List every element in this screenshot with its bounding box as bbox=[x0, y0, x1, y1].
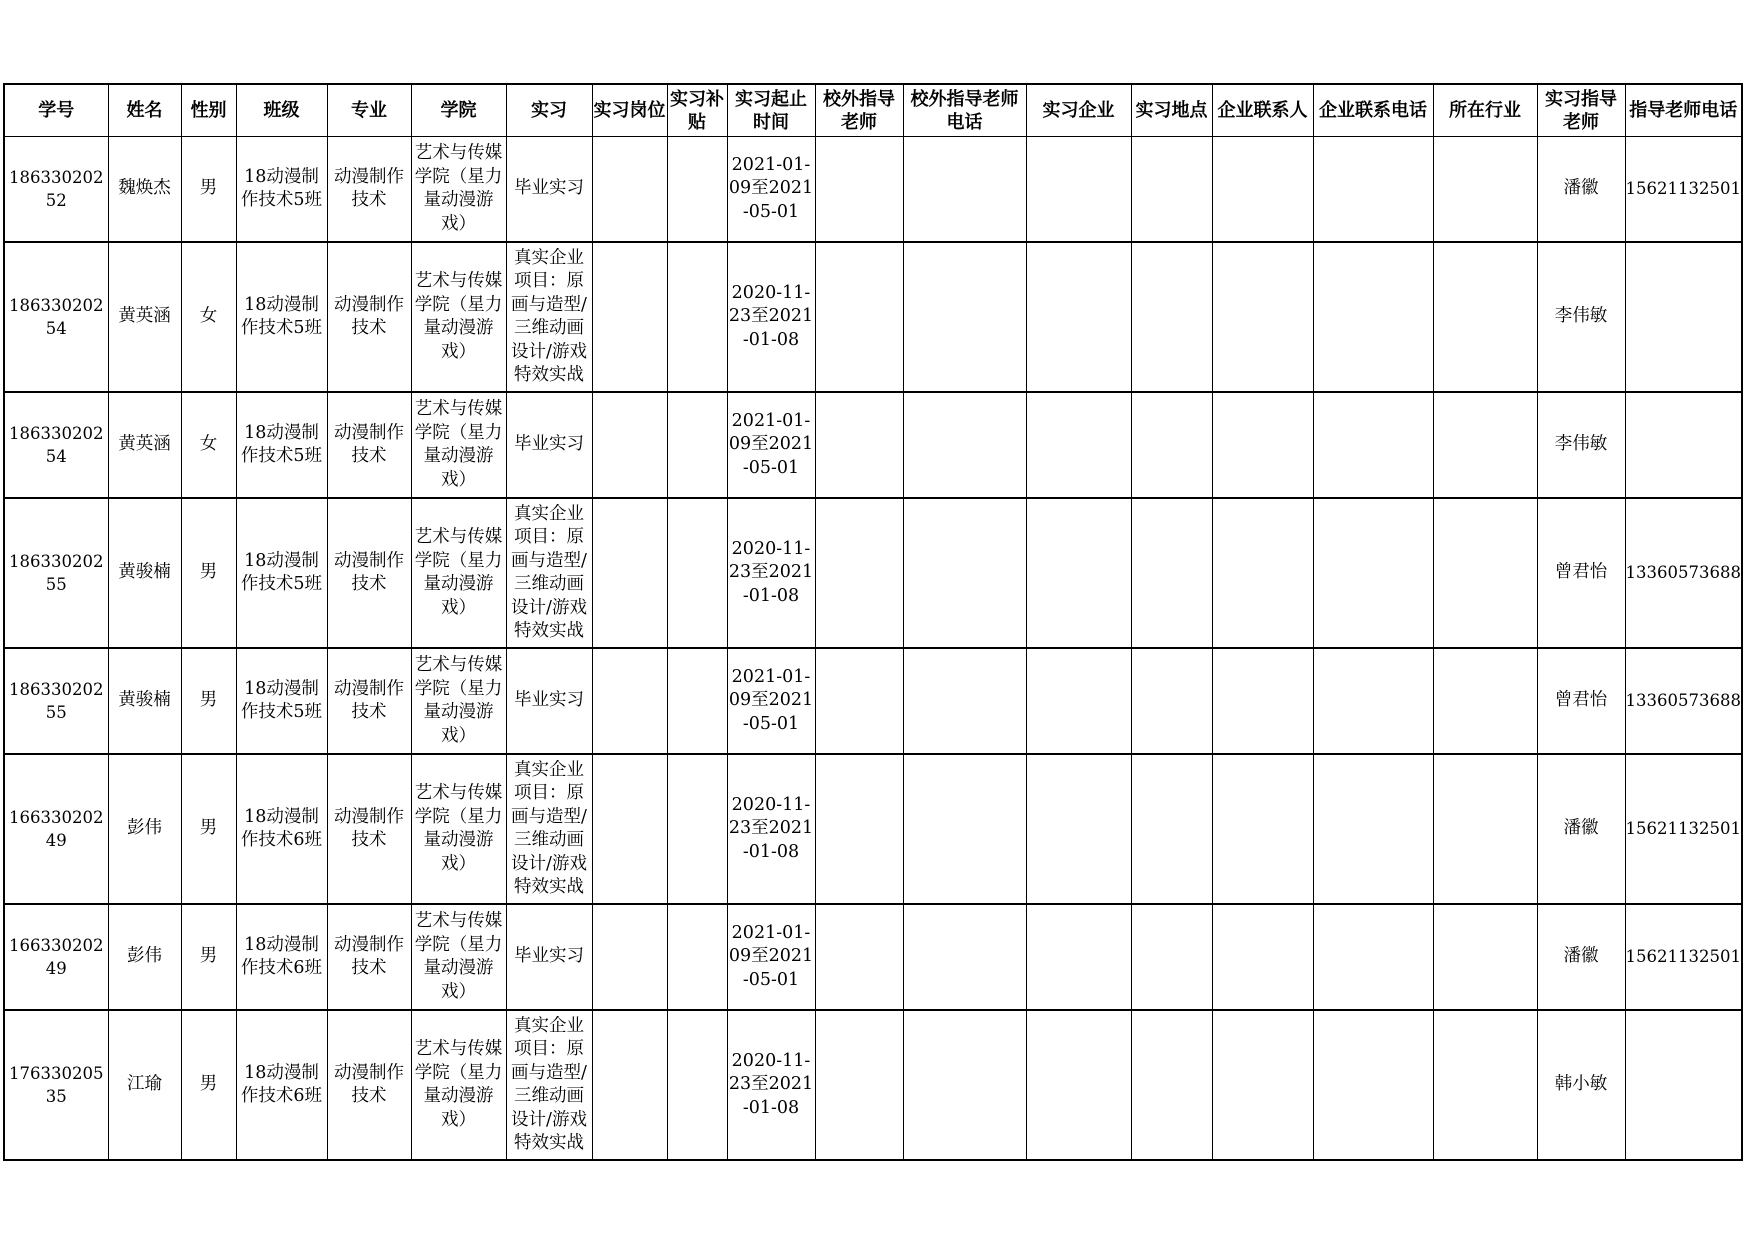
header-col-industry: 所在行业 bbox=[1433, 84, 1537, 137]
cell-text: 2020-11-23至2021-01-08 bbox=[728, 1050, 814, 1118]
cell-text: 动漫制作技术 bbox=[334, 294, 404, 338]
cell-subsidy bbox=[667, 1010, 727, 1160]
cell-teacher bbox=[1537, 754, 1625, 904]
cell-text: 动漫制作技术 bbox=[334, 550, 404, 594]
header-col-student-id: 学号 bbox=[4, 84, 108, 137]
cell-student-id bbox=[4, 242, 108, 392]
cell-ext-teacher bbox=[815, 754, 903, 904]
cell-major bbox=[327, 648, 411, 754]
cell-ext-teacher bbox=[815, 1010, 903, 1160]
cell-text: 18动漫制作技术6班 bbox=[240, 934, 323, 978]
header-col-subsidy: 实习补贴 bbox=[667, 84, 727, 137]
cell-contact-phone bbox=[1313, 392, 1433, 498]
cell-text: 18动漫制作技术6班 bbox=[240, 806, 323, 850]
table-row bbox=[4, 1010, 1742, 1160]
cell-company bbox=[1026, 904, 1131, 1010]
cell-contact-phone bbox=[1313, 1010, 1433, 1160]
cell-period bbox=[727, 137, 815, 243]
cell-text: 毕业实习 bbox=[514, 946, 584, 967]
header-col-ext-phone: 校外指导老师电话 bbox=[903, 84, 1026, 137]
cell-teacher-phone bbox=[1625, 904, 1742, 1010]
cell-ext-teacher bbox=[815, 242, 903, 392]
cell-location bbox=[1131, 754, 1212, 904]
cell-class bbox=[236, 754, 327, 904]
header-col-ext-teacher: 校外指导老师 bbox=[815, 84, 903, 137]
cell-major bbox=[327, 137, 411, 243]
cell-teacher bbox=[1537, 1010, 1625, 1160]
cell-subsidy bbox=[667, 242, 727, 392]
cell-ext-phone bbox=[903, 648, 1026, 754]
cell-ext-phone bbox=[903, 242, 1026, 392]
cell-period bbox=[727, 754, 815, 904]
cell-text: 真实企业项目：原画与造型/三维动画设计/游戏特效实战 bbox=[511, 503, 587, 641]
cell-position bbox=[592, 137, 667, 243]
cell-major bbox=[327, 904, 411, 1010]
cell-text: 动漫制作技术 bbox=[334, 678, 404, 722]
cell-contact-phone bbox=[1313, 498, 1433, 648]
cell-teacher-phone bbox=[1625, 242, 1742, 392]
cell-class bbox=[236, 137, 327, 243]
cell-contact bbox=[1212, 498, 1313, 648]
cell-text: 潘徽 bbox=[1563, 178, 1599, 199]
cell-internship bbox=[506, 1010, 592, 1160]
cell-text: 黄英涵 bbox=[118, 306, 171, 327]
cell-text: 15621132501 bbox=[1625, 947, 1741, 967]
header-row bbox=[4, 84, 1742, 137]
cell-ext-phone bbox=[903, 137, 1026, 243]
cell-period bbox=[727, 904, 815, 1010]
cell-industry bbox=[1433, 498, 1537, 648]
cell-text: 黄骏楠 bbox=[118, 562, 171, 583]
cell-company bbox=[1026, 754, 1131, 904]
table-row bbox=[4, 392, 1742, 498]
table-row bbox=[4, 137, 1742, 243]
cell-text: 15621132501 bbox=[1625, 819, 1741, 839]
cell-class bbox=[236, 498, 327, 648]
cell-contact-phone bbox=[1313, 648, 1433, 754]
cell-ext-teacher bbox=[815, 904, 903, 1010]
cell-gender bbox=[181, 498, 236, 648]
cell-teacher bbox=[1537, 904, 1625, 1010]
cell-internship bbox=[506, 648, 592, 754]
cell-text: 2020-11-23至2021-01-08 bbox=[728, 538, 814, 606]
cell-text: 2020-11-23至2021-01-08 bbox=[728, 282, 814, 350]
cell-text: 男 bbox=[199, 562, 218, 583]
cell-text: 2021-01-09至2021-05-01 bbox=[728, 410, 814, 478]
cell-gender bbox=[181, 648, 236, 754]
cell-text: 18633020252 bbox=[9, 167, 104, 210]
header-col-contact: 企业联系人 bbox=[1212, 84, 1313, 137]
cell-ext-phone bbox=[903, 904, 1026, 1010]
cell-college bbox=[411, 242, 506, 392]
cell-internship bbox=[506, 392, 592, 498]
cell-subsidy bbox=[667, 498, 727, 648]
cell-period bbox=[727, 242, 815, 392]
header-col-major: 专业 bbox=[327, 84, 411, 137]
cell-major bbox=[327, 242, 411, 392]
cell-location bbox=[1131, 498, 1212, 648]
cell-position bbox=[592, 648, 667, 754]
cell-text: 真实企业项目：原画与造型/三维动画设计/游戏特效实战 bbox=[511, 247, 587, 385]
header-col-position: 实习岗位 bbox=[592, 84, 667, 137]
cell-text: 动漫制作技术 bbox=[334, 422, 404, 466]
cell-contact bbox=[1212, 242, 1313, 392]
cell-text: 动漫制作技术 bbox=[334, 1062, 404, 1106]
cell-major bbox=[327, 392, 411, 498]
cell-text: 魏焕杰 bbox=[118, 178, 171, 199]
table-row bbox=[4, 498, 1742, 648]
cell-text: 动漫制作技术 bbox=[334, 934, 404, 978]
cell-student-id bbox=[4, 904, 108, 1010]
cell-text: 彭伟 bbox=[127, 946, 162, 967]
cell-contact bbox=[1212, 904, 1313, 1010]
cell-teacher-phone bbox=[1625, 648, 1742, 754]
header-col-period: 实习起止时间 bbox=[727, 84, 815, 137]
cell-college bbox=[411, 392, 506, 498]
cell-location bbox=[1131, 648, 1212, 754]
cell-text: 男 bbox=[199, 1074, 218, 1095]
cell-college bbox=[411, 498, 506, 648]
cell-contact bbox=[1212, 137, 1313, 243]
cell-text: 18动漫制作技术5班 bbox=[240, 422, 323, 466]
cell-name bbox=[108, 1010, 181, 1160]
cell-gender bbox=[181, 137, 236, 243]
cell-text: 毕业实习 bbox=[514, 178, 584, 199]
cell-gender bbox=[181, 754, 236, 904]
cell-name bbox=[108, 137, 181, 243]
cell-student-id bbox=[4, 754, 108, 904]
cell-industry bbox=[1433, 754, 1537, 904]
cell-teacher-phone bbox=[1625, 392, 1742, 498]
cell-teacher-phone bbox=[1625, 1010, 1742, 1160]
cell-college bbox=[411, 754, 506, 904]
cell-internship bbox=[506, 904, 592, 1010]
cell-text: 16633020249 bbox=[9, 935, 104, 978]
header-col-gender: 性别 bbox=[181, 84, 236, 137]
cell-text: 艺术与传媒学院（星力量动漫游戏） bbox=[414, 527, 503, 618]
cell-subsidy bbox=[667, 904, 727, 1010]
header-col-teacher: 实习指导老师 bbox=[1537, 84, 1625, 137]
cell-gender bbox=[181, 392, 236, 498]
cell-name bbox=[108, 904, 181, 1010]
cell-gender bbox=[181, 242, 236, 392]
cell-internship bbox=[506, 242, 592, 392]
cell-position bbox=[592, 392, 667, 498]
cell-period bbox=[727, 498, 815, 648]
cell-contact bbox=[1212, 1010, 1313, 1160]
header-col-internship: 实习 bbox=[506, 84, 592, 137]
cell-ext-teacher bbox=[815, 137, 903, 243]
cell-text: 18633020255 bbox=[9, 679, 104, 722]
cell-ext-phone bbox=[903, 754, 1026, 904]
cell-text: 13360573688 bbox=[1625, 563, 1741, 583]
cell-student-id bbox=[4, 1010, 108, 1160]
cell-class bbox=[236, 1010, 327, 1160]
cell-text: 15621132501 bbox=[1625, 179, 1741, 199]
cell-text: 动漫制作技术 bbox=[334, 806, 404, 850]
cell-company bbox=[1026, 498, 1131, 648]
cell-subsidy bbox=[667, 392, 727, 498]
cell-text: 18动漫制作技术6班 bbox=[240, 1062, 323, 1106]
cell-text: 艺术与传媒学院（星力量动漫游戏） bbox=[414, 911, 503, 1002]
cell-text: 2021-01-09至2021-05-01 bbox=[728, 666, 814, 734]
cell-text: 毕业实习 bbox=[514, 690, 584, 711]
cell-text: 真实企业项目：原画与造型/三维动画设计/游戏特效实战 bbox=[511, 1015, 587, 1153]
cell-period bbox=[727, 1010, 815, 1160]
cell-period bbox=[727, 648, 815, 754]
cell-subsidy bbox=[667, 137, 727, 243]
table-row bbox=[4, 242, 1742, 392]
cell-industry bbox=[1433, 648, 1537, 754]
cell-text: 李伟敏 bbox=[1554, 434, 1608, 455]
cell-teacher bbox=[1537, 648, 1625, 754]
cell-text: 2021-01-09至2021-05-01 bbox=[728, 154, 814, 222]
cell-teacher bbox=[1537, 242, 1625, 392]
cell-name bbox=[108, 754, 181, 904]
cell-teacher-phone bbox=[1625, 754, 1742, 904]
table-row bbox=[4, 904, 1742, 1010]
cell-class bbox=[236, 904, 327, 1010]
cell-text: 女 bbox=[199, 306, 218, 327]
cell-major bbox=[327, 1010, 411, 1160]
cell-internship bbox=[506, 754, 592, 904]
cell-class bbox=[236, 392, 327, 498]
cell-text: 江瑜 bbox=[127, 1074, 162, 1095]
cell-college bbox=[411, 904, 506, 1010]
cell-position bbox=[592, 242, 667, 392]
cell-text: 曾君怡 bbox=[1554, 562, 1608, 583]
cell-industry bbox=[1433, 1010, 1537, 1160]
cell-text: 17633020535 bbox=[9, 1063, 104, 1106]
cell-student-id bbox=[4, 648, 108, 754]
cell-position bbox=[592, 498, 667, 648]
cell-company bbox=[1026, 137, 1131, 243]
cell-text: 艺术与传媒学院（星力量动漫游戏） bbox=[414, 783, 503, 874]
cell-location bbox=[1131, 392, 1212, 498]
cell-industry bbox=[1433, 137, 1537, 243]
cell-text: 艺术与传媒学院（星力量动漫游戏） bbox=[414, 143, 503, 234]
cell-industry bbox=[1433, 242, 1537, 392]
cell-text: 毕业实习 bbox=[514, 434, 584, 455]
cell-company bbox=[1026, 242, 1131, 392]
cell-text: 2020-11-23至2021-01-08 bbox=[728, 794, 814, 862]
header-col-teacher-phone: 指导老师电话 bbox=[1625, 84, 1742, 137]
cell-location bbox=[1131, 137, 1212, 243]
cell-text: 黄英涵 bbox=[118, 434, 171, 455]
cell-ext-teacher bbox=[815, 392, 903, 498]
cell-student-id bbox=[4, 498, 108, 648]
cell-text: 13360573688 bbox=[1625, 691, 1741, 711]
cell-position bbox=[592, 904, 667, 1010]
cell-text: 男 bbox=[199, 178, 218, 199]
cell-ext-phone bbox=[903, 1010, 1026, 1160]
cell-teacher bbox=[1537, 137, 1625, 243]
cell-ext-teacher bbox=[815, 498, 903, 648]
table-row bbox=[4, 648, 1742, 754]
cell-contact bbox=[1212, 392, 1313, 498]
cell-contact-phone bbox=[1313, 904, 1433, 1010]
cell-gender bbox=[181, 1010, 236, 1160]
cell-text: 韩小敏 bbox=[1554, 1074, 1608, 1095]
cell-ext-phone bbox=[903, 498, 1026, 648]
cell-name bbox=[108, 648, 181, 754]
cell-text: 18633020254 bbox=[9, 423, 104, 466]
cell-text: 18633020255 bbox=[9, 551, 104, 594]
cell-company bbox=[1026, 648, 1131, 754]
header-col-company: 实习企业 bbox=[1026, 84, 1131, 137]
cell-text: 18动漫制作技术5班 bbox=[240, 166, 323, 210]
cell-contact-phone bbox=[1313, 754, 1433, 904]
cell-subsidy bbox=[667, 648, 727, 754]
cell-text: 16633020249 bbox=[9, 807, 104, 850]
cell-contact-phone bbox=[1313, 242, 1433, 392]
header-col-location: 实习地点 bbox=[1131, 84, 1212, 137]
header-col-name: 姓名 bbox=[108, 84, 181, 137]
cell-location bbox=[1131, 1010, 1212, 1160]
cell-text: 男 bbox=[199, 818, 218, 839]
cell-text: 18动漫制作技术5班 bbox=[240, 294, 323, 338]
cell-teacher bbox=[1537, 498, 1625, 648]
cell-major bbox=[327, 754, 411, 904]
cell-text: 艺术与传媒学院（星力量动漫游戏） bbox=[414, 399, 503, 490]
cell-text: 动漫制作技术 bbox=[334, 166, 404, 210]
cell-class bbox=[236, 648, 327, 754]
cell-college bbox=[411, 137, 506, 243]
cell-contact-phone bbox=[1313, 137, 1433, 243]
cell-text: 18动漫制作技术5班 bbox=[240, 678, 323, 722]
cell-text: 黄骏楠 bbox=[118, 690, 171, 711]
cell-position bbox=[592, 754, 667, 904]
cell-text: 曾君怡 bbox=[1554, 690, 1608, 711]
cell-teacher bbox=[1537, 392, 1625, 498]
cell-ext-phone bbox=[903, 392, 1026, 498]
cell-name bbox=[108, 392, 181, 498]
cell-text: 彭伟 bbox=[127, 818, 162, 839]
cell-company bbox=[1026, 1010, 1131, 1160]
cell-class bbox=[236, 242, 327, 392]
cell-teacher-phone bbox=[1625, 498, 1742, 648]
table-body bbox=[4, 137, 1742, 1161]
header-col-contact-phone: 企业联系电话 bbox=[1313, 84, 1433, 137]
cell-location bbox=[1131, 904, 1212, 1010]
cell-company bbox=[1026, 392, 1131, 498]
cell-text: 18633020254 bbox=[9, 295, 104, 338]
cell-college bbox=[411, 1010, 506, 1160]
cell-text: 艺术与传媒学院（星力量动漫游戏） bbox=[414, 1039, 503, 1130]
cell-text: 2021-01-09至2021-05-01 bbox=[728, 922, 814, 990]
cell-name bbox=[108, 242, 181, 392]
cell-text: 男 bbox=[199, 690, 218, 711]
cell-text: 潘徽 bbox=[1563, 946, 1599, 967]
cell-text: 女 bbox=[199, 434, 218, 455]
cell-subsidy bbox=[667, 754, 727, 904]
cell-teacher-phone bbox=[1625, 137, 1742, 243]
cell-text: 艺术与传媒学院（星力量动漫游戏） bbox=[414, 655, 503, 746]
cell-ext-teacher bbox=[815, 648, 903, 754]
internship-table bbox=[3, 83, 1743, 1161]
cell-internship bbox=[506, 498, 592, 648]
cell-name bbox=[108, 498, 181, 648]
cell-text: 艺术与传媒学院（星力量动漫游戏） bbox=[414, 271, 503, 362]
cell-text: 潘徽 bbox=[1563, 818, 1599, 839]
table-row bbox=[4, 754, 1742, 904]
cell-gender bbox=[181, 904, 236, 1010]
cell-text: 男 bbox=[199, 946, 218, 967]
header-col-class: 班级 bbox=[236, 84, 327, 137]
cell-text: 李伟敏 bbox=[1554, 306, 1608, 327]
cell-position bbox=[592, 1010, 667, 1160]
cell-contact bbox=[1212, 754, 1313, 904]
cell-industry bbox=[1433, 392, 1537, 498]
cell-period bbox=[727, 392, 815, 498]
cell-college bbox=[411, 648, 506, 754]
cell-student-id bbox=[4, 137, 108, 243]
cell-location bbox=[1131, 242, 1212, 392]
cell-text: 真实企业项目：原画与造型/三维动画设计/游戏特效实战 bbox=[511, 759, 587, 897]
cell-internship bbox=[506, 137, 592, 243]
cell-text: 18动漫制作技术5班 bbox=[240, 550, 323, 594]
header-col-college: 学院 bbox=[411, 84, 506, 137]
cell-student-id bbox=[4, 392, 108, 498]
cell-major bbox=[327, 498, 411, 648]
cell-contact bbox=[1212, 648, 1313, 754]
cell-industry bbox=[1433, 904, 1537, 1010]
